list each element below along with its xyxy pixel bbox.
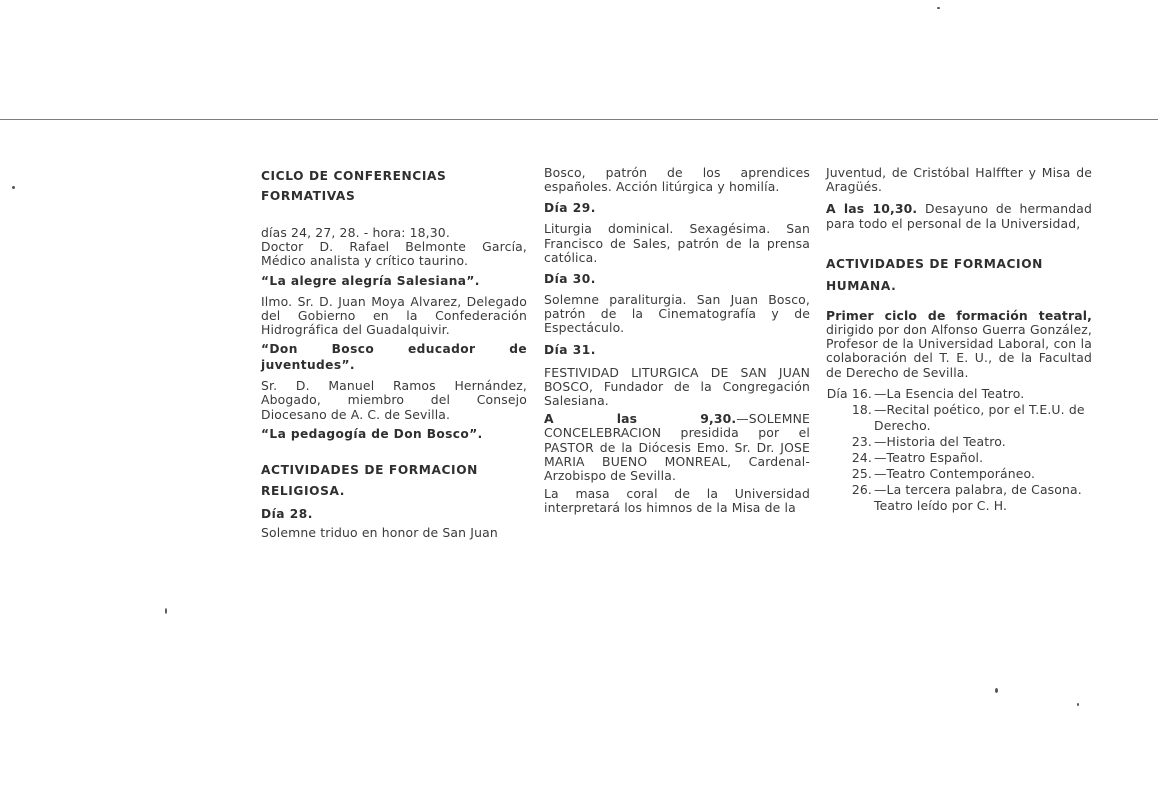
day-28-continued: Bosco, patrón de los aprendices españoles. Acción litúrgica y homilía.: [544, 165, 810, 195]
print-speck: [995, 688, 998, 693]
schedule-day: 24.: [851, 449, 872, 465]
schedule-text: —Teatro Contemporáneo.: [874, 465, 1036, 481]
schedule-day: 23.: [851, 433, 872, 449]
column-2: [544, 166, 810, 516]
theatre-cycle-title: Primer ciclo de formación teatral,: [826, 307, 1092, 323]
schedule-text: —Historia del Teatro.: [874, 433, 1006, 449]
day-29-label: Día 29.: [544, 201, 596, 216]
schedule-row: [826, 450, 1092, 466]
speaker-1: Doctor D. Rafael Belmonte García, Médico analista y crítico taurino.: [261, 239, 527, 269]
speaker-3: Sr. D. Manuel Ramos Hernández, Abogado, miembro del Consejo Diocesano de A. C. de Sevilla.: [261, 378, 527, 422]
schedule-text: —Teatro Español.: [874, 449, 984, 465]
breakfast-time: A las 10,30.: [826, 201, 918, 217]
column-3-continued: Juventud, de Cristóbal Halffter y Misa de Aragüés.: [826, 165, 1092, 195]
mass-text: —SOLEMNE CONCELEBRACION presidida por el PASTOR de la Diócesis Emo. Sr. Dr. JOSE MARIA BUENO MONREAL, Cardenal-Arzobispo de Sevilla.: [544, 411, 810, 484]
schedule-day: 25.: [851, 465, 872, 481]
theatre-cycle-paragraph: [826, 309, 1092, 380]
schedule-day: 18.: [851, 401, 872, 417]
schedule-day: 26.: [851, 481, 872, 497]
speaker-2: Ilmo. Sr. D. Juan Moya Alvarez, Delegado del Gobierno en la Confederación Hidrográfica del Guadalquivir.: [261, 293, 527, 338]
theatre-cycle-text: dirigido por don Alfonso Guerra González, Profesor de la Universidad Laboral, con la colaboración del T. E. U., de la Facultad de Derecho de Sevilla.: [826, 322, 1092, 380]
schedule-text: —La tercera palabra, de Casona. Teatro leído por C. H.: [874, 481, 1082, 513]
mass-time: A las 9,30.: [544, 411, 737, 427]
schedule-row: [826, 386, 1092, 402]
day-29-text: Liturgia dominical. Sexagésima. San Francisco de Sales, patrón de la prensa católica.: [544, 221, 810, 265]
breakfast-paragraph: [826, 202, 1092, 230]
day-30-label: Día 30.: [544, 272, 596, 287]
heading-conferencias: CICLO DE CONFERENCIAS FORMATIVAS: [261, 169, 447, 203]
day-30-text: Solemne paraliturgia. San Juan Bosco, patrón de la Cinematografía y de Espectáculo.: [544, 292, 810, 336]
theatre-schedule: [826, 386, 1092, 514]
print-speck: [12, 186, 15, 189]
mass-paragraph: [544, 412, 810, 483]
heading-religiosa: ACTIVIDADES DE FORMACION RELIGIOSA.: [261, 462, 478, 498]
choir-text: La masa coral de la Universidad interpretará los himnos de la Misa de la: [544, 486, 810, 516]
column-1: [261, 166, 527, 540]
print-speck: [937, 7, 940, 9]
breakfast-text: Desayuno de hermandad para todo el personal de la Universidad,: [826, 201, 1092, 231]
talk-title-2: “Don Bosco educador de juventudes”.: [261, 342, 527, 373]
schedule-row: [826, 482, 1092, 514]
schedule-row: [826, 402, 1092, 434]
schedule-row: [826, 466, 1092, 482]
schedule-text: —La Esencia del Teatro.: [874, 385, 1025, 401]
day-28-label: Día 28.: [261, 506, 313, 521]
schedule-line: días 24, 27, 28. - hora: 18,30.: [261, 225, 450, 240]
day-31-label: Día 31.: [544, 342, 596, 357]
schedule-row: [826, 434, 1092, 450]
page-fold-line: [0, 119, 1158, 120]
schedule-text: —Recital poético, por el T.E.U. de Derecho.: [874, 401, 1085, 433]
column-3: [826, 166, 1092, 514]
print-speck: [1077, 703, 1079, 706]
print-speck: [165, 608, 167, 614]
day-31-text: FESTIVIDAD LITURGICA DE SAN JUAN BOSCO, Fundador de la Congregación Salesiana.: [544, 364, 810, 409]
talk-title-1: “La alegre alegría Salesiana”.: [261, 273, 480, 288]
heading-humana: ACTIVIDADES DE FORMACION HUMANA.: [826, 256, 1043, 293]
schedule-day: Día 16.: [826, 385, 872, 401]
day-28-text: Solemne triduo en honor de San Juan: [261, 524, 498, 540]
talk-title-3: “La pedagogía de Don Bosco”.: [261, 426, 483, 441]
